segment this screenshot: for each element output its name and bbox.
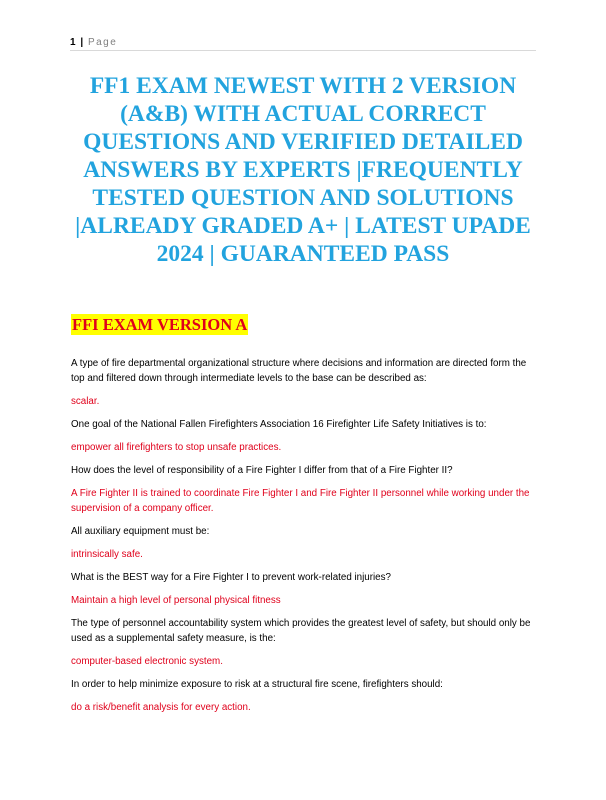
question-text: One goal of the National Fallen Firefighters Association 16 Firefighter Life Safety Initiatives is to: xyxy=(71,419,487,431)
answer-text: do a risk/benefit analysis for every action. xyxy=(71,702,251,713)
question-text: What is the BEST way for a Fire Fighter I to prevent work-related injuries? xyxy=(71,572,391,584)
page-number: 1 xyxy=(70,37,76,48)
page-separator: | xyxy=(80,37,84,48)
question-text: In order to help minimize exposure to risk at a structural fire scene, firefighters should: xyxy=(71,679,443,691)
answer-text: Maintain a high level of personal physical fitness xyxy=(71,594,281,606)
answer-text: empower all firefighters to stop unsafe practices. xyxy=(71,442,282,454)
question-text: All auxiliary equipment must be: xyxy=(71,526,210,538)
qa-list xyxy=(71,356,541,723)
question-text: The type of personnel accountability system which provides the greatest level of safety, but should only be used as a supplemental safety measure, is the: xyxy=(71,617,531,645)
question-text: How does the level of responsibility of a Fire Fighter I differ from that of a Fire Fighter II? xyxy=(71,465,453,477)
answer-text: scalar. xyxy=(71,396,100,408)
page-label: Page xyxy=(87,37,118,48)
answer-text: intrinsically safe. xyxy=(71,549,143,561)
question-text: A type of fire departmental organizational structure where decisions and information are directed form the top and filtered down through intermediate levels to the base can be described as: xyxy=(71,358,527,385)
document-title: FF1 EXAM NEWEST WITH 2 VERSION (A&B) WITH ACTUAL CORRECT QUESTIONS AND VERIFIED DETAILED ANSWERS BY EXPERTS |FREQUENTLY TESTED QUESTION AND SOLUTIONS |ALREADY GRADED A+ | LATEST UPADE 2024 | GUARANTEED PASS xyxy=(75,73,531,267)
page-header xyxy=(70,36,536,51)
section-heading: FFI EXAM VERSION A xyxy=(72,315,248,334)
answer-text: A Fire Fighter II is trained to coordinate Fire Fighter I and Fire Fighter II personnel while working under the supervision of a company officer. xyxy=(71,487,530,515)
answer-text: computer-based electronic system. xyxy=(71,656,223,668)
